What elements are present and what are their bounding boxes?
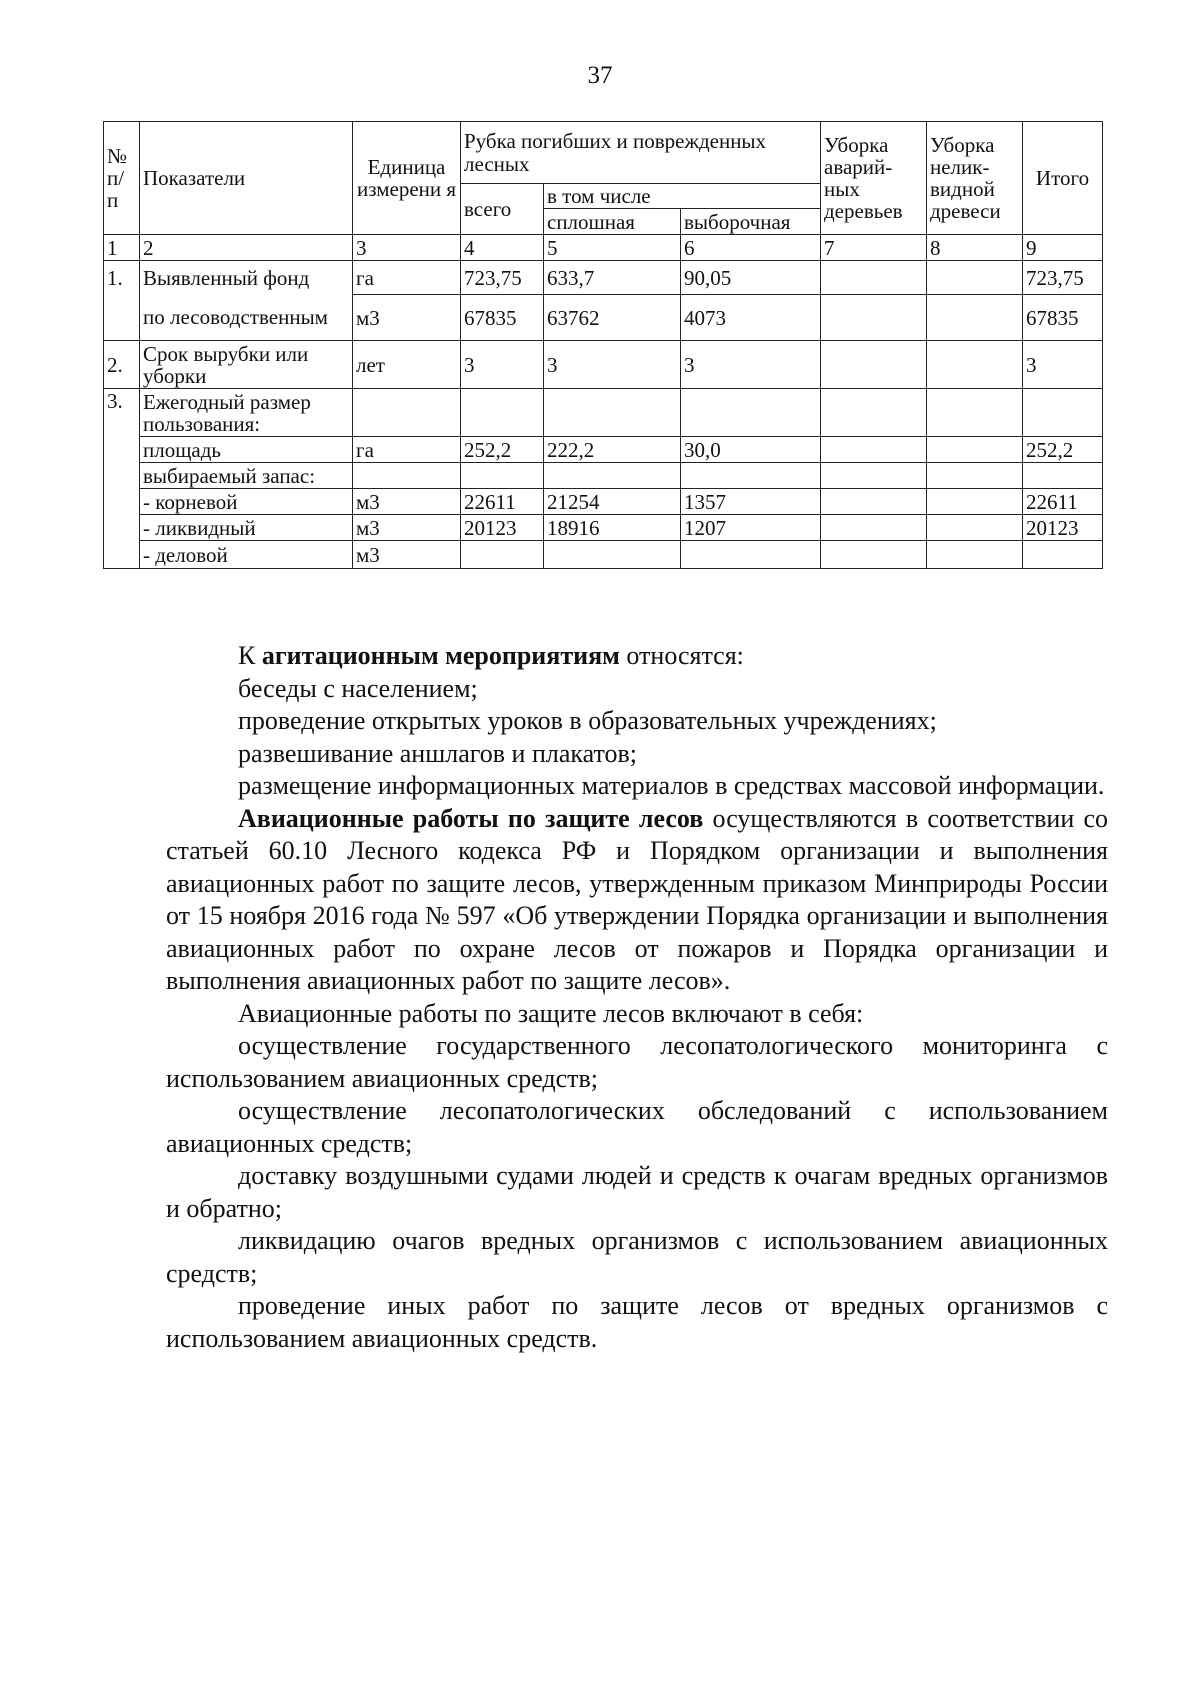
column-numbers-row (104, 235, 1103, 261)
header-indicators: Показатели (140, 122, 353, 235)
row-unit (353, 389, 461, 437)
row-emergency (821, 541, 927, 569)
col-number: 2 (140, 235, 353, 261)
row-num (104, 489, 140, 515)
row-sum: 22611 (1023, 489, 1103, 515)
row-illiquid (927, 389, 1023, 437)
row-selective (681, 463, 821, 489)
row-total: 67835 (461, 295, 544, 341)
row-sum: 67835 (1023, 295, 1103, 341)
row-label: - корневой (140, 489, 353, 515)
row-total: 20123 (461, 515, 544, 541)
list-item: развешивание аншлагов и плакатов; (238, 738, 638, 768)
row-num (104, 515, 140, 541)
row-unit: м3 (353, 541, 461, 569)
row-emergency (821, 261, 927, 295)
row-illiquid (927, 515, 1023, 541)
col-number: 6 (681, 235, 821, 261)
row-label: Выявленный фонд (140, 261, 353, 295)
agitation-bold: агитационным мероприятиям (261, 641, 620, 670)
body-text (166, 640, 1108, 1355)
table-row (104, 295, 1103, 341)
aviation-intro: Авиационные работы по защите лесов включают в себя: (238, 998, 864, 1028)
row-selective: 30,0 (681, 437, 821, 463)
list-item: осуществление лесопатологических обследований с использованием авиационных средств; (166, 1096, 1108, 1158)
row-label: Ежегодный размер пользования: (140, 389, 353, 437)
row-clear: 222,2 (544, 437, 681, 463)
row-sum (1023, 463, 1103, 489)
row-label: - деловой (140, 541, 353, 569)
table-row (104, 515, 1103, 541)
row-clear: 633,7 (544, 261, 681, 295)
row-total: 22611 (461, 489, 544, 515)
row-num: 2. (104, 341, 140, 389)
row-sum: 252,2 (1023, 437, 1103, 463)
row-illiquid (927, 489, 1023, 515)
row-emergency (821, 389, 927, 437)
page-number: 37 (587, 62, 613, 89)
table-row (104, 489, 1103, 515)
row-emergency (821, 489, 927, 515)
col-number: 4 (461, 235, 544, 261)
row-total (461, 389, 544, 437)
row-label: по лесоводственным (140, 295, 353, 341)
header-including: в том числе (544, 184, 821, 209)
table-row (104, 541, 1103, 569)
row-num (104, 463, 140, 489)
row-selective: 4073 (681, 295, 821, 341)
row-total: 3 (461, 341, 544, 389)
row-sum: 20123 (1023, 515, 1103, 541)
row-illiquid (927, 261, 1023, 295)
row-selective (681, 541, 821, 569)
list-item: доставку воздушными судами людей и средств к очагам вредных организмов и обратно; (166, 1161, 1108, 1223)
row-illiquid (927, 541, 1023, 569)
row-total: 723,75 (461, 261, 544, 295)
row-label: выбираемый запас: (140, 463, 353, 489)
row-selective: 3 (681, 341, 821, 389)
row-total: 252,2 (461, 437, 544, 463)
table-row (104, 261, 1103, 295)
row-num (104, 437, 140, 463)
header-total: всего (461, 184, 544, 235)
row-selective: 1357 (681, 489, 821, 515)
list-item: ликвидацию очагов вредных организмов с использованием авиационных средств; (166, 1226, 1108, 1288)
table-row (104, 389, 1103, 437)
col-number: 9 (1023, 235, 1103, 261)
list-item: беседы с населением; (238, 673, 478, 703)
col-number: 5 (544, 235, 681, 261)
header-cleanup-illiquid: Уборка нелик- видной древеси (927, 122, 1023, 235)
header-unit: Единица измерени я (353, 122, 461, 235)
row-num (104, 295, 140, 341)
col-number: 3 (353, 235, 461, 261)
col-number: 8 (927, 235, 1023, 261)
row-sum: 3 (1023, 341, 1103, 389)
row-clear: 21254 (544, 489, 681, 515)
list-item: проведение открытых уроков в образовательных учреждениях; (238, 706, 937, 735)
row-illiquid (927, 463, 1023, 489)
row-num: 1. (104, 261, 140, 295)
row-label: площадь (140, 437, 353, 463)
row-unit: лет (353, 341, 461, 389)
header-clear: сплошная (544, 209, 681, 235)
row-clear (544, 463, 681, 489)
row-clear: 3 (544, 341, 681, 389)
header-sum: Итого (1023, 122, 1103, 235)
header-cleanup-emergency: Уборка аварий- ных деревьев (821, 122, 927, 235)
list-item: проведение иных работ по защите лесов от вредных организмов с использованием авиационных средств. (166, 1291, 1108, 1353)
row-sum (1023, 389, 1103, 437)
row-unit: м3 (353, 295, 461, 341)
table-row (104, 437, 1103, 463)
row-illiquid (927, 341, 1023, 389)
row-illiquid (927, 437, 1023, 463)
list-item: размещение информационных материалов в средствах массовой информации. (238, 771, 1105, 800)
col-number: 1 (104, 235, 140, 261)
row-emergency (821, 295, 927, 341)
table-row (104, 463, 1103, 489)
forest-indicators-table (103, 121, 1103, 569)
row-unit: га (353, 261, 461, 295)
row-label: Срок вырубки или уборки (140, 341, 353, 389)
row-num: 3. (104, 389, 140, 437)
row-emergency (821, 463, 927, 489)
row-clear (544, 389, 681, 437)
row-illiquid (927, 295, 1023, 341)
agitation-heading: К агитационным мероприятиям относятся: (238, 641, 744, 670)
aviation-bold: Авиационные работы по защите лесов (238, 803, 704, 833)
row-unit (353, 463, 461, 489)
col-number: 7 (821, 235, 927, 261)
row-total (461, 463, 544, 489)
aviation-paragraph: Авиационные работы по защите лесов осуществляются в соответствии со статьей 60.10 Лесного кодекса РФ и Порядком организации и выполнения авиационных работ по защите лесов, утвержденным приказом Минприроды России от 15 ноября 2016 года № 597 «Об утверждении Порядка организации и выполнения авиационных работ по охране лесов от пожаров и Порядка организации и выполнения авиационных работ по защите лесов». (166, 803, 1108, 995)
row-total (461, 541, 544, 569)
row-clear: 63762 (544, 295, 681, 341)
row-sum (1023, 541, 1103, 569)
row-label: - ликвидный (140, 515, 353, 541)
header-felling: Рубка погибших и поврежденных лесных (461, 122, 821, 184)
table-row (104, 341, 1103, 389)
row-emergency (821, 437, 927, 463)
row-clear (544, 541, 681, 569)
row-unit: м3 (353, 515, 461, 541)
row-clear: 18916 (544, 515, 681, 541)
row-unit: га (353, 437, 461, 463)
row-selective: 1207 (681, 515, 821, 541)
row-emergency (821, 341, 927, 389)
row-selective (681, 389, 821, 437)
row-unit: м3 (353, 489, 461, 515)
header-selective: выборочная (681, 209, 821, 235)
header-num: № п/ п (104, 122, 140, 235)
row-num (104, 541, 140, 569)
row-sum: 723,75 (1023, 261, 1103, 295)
row-selective: 90,05 (681, 261, 821, 295)
list-item: осуществление государственного лесопатологического мониторинга с использованием авиационных средств; (166, 1031, 1108, 1093)
row-emergency (821, 515, 927, 541)
